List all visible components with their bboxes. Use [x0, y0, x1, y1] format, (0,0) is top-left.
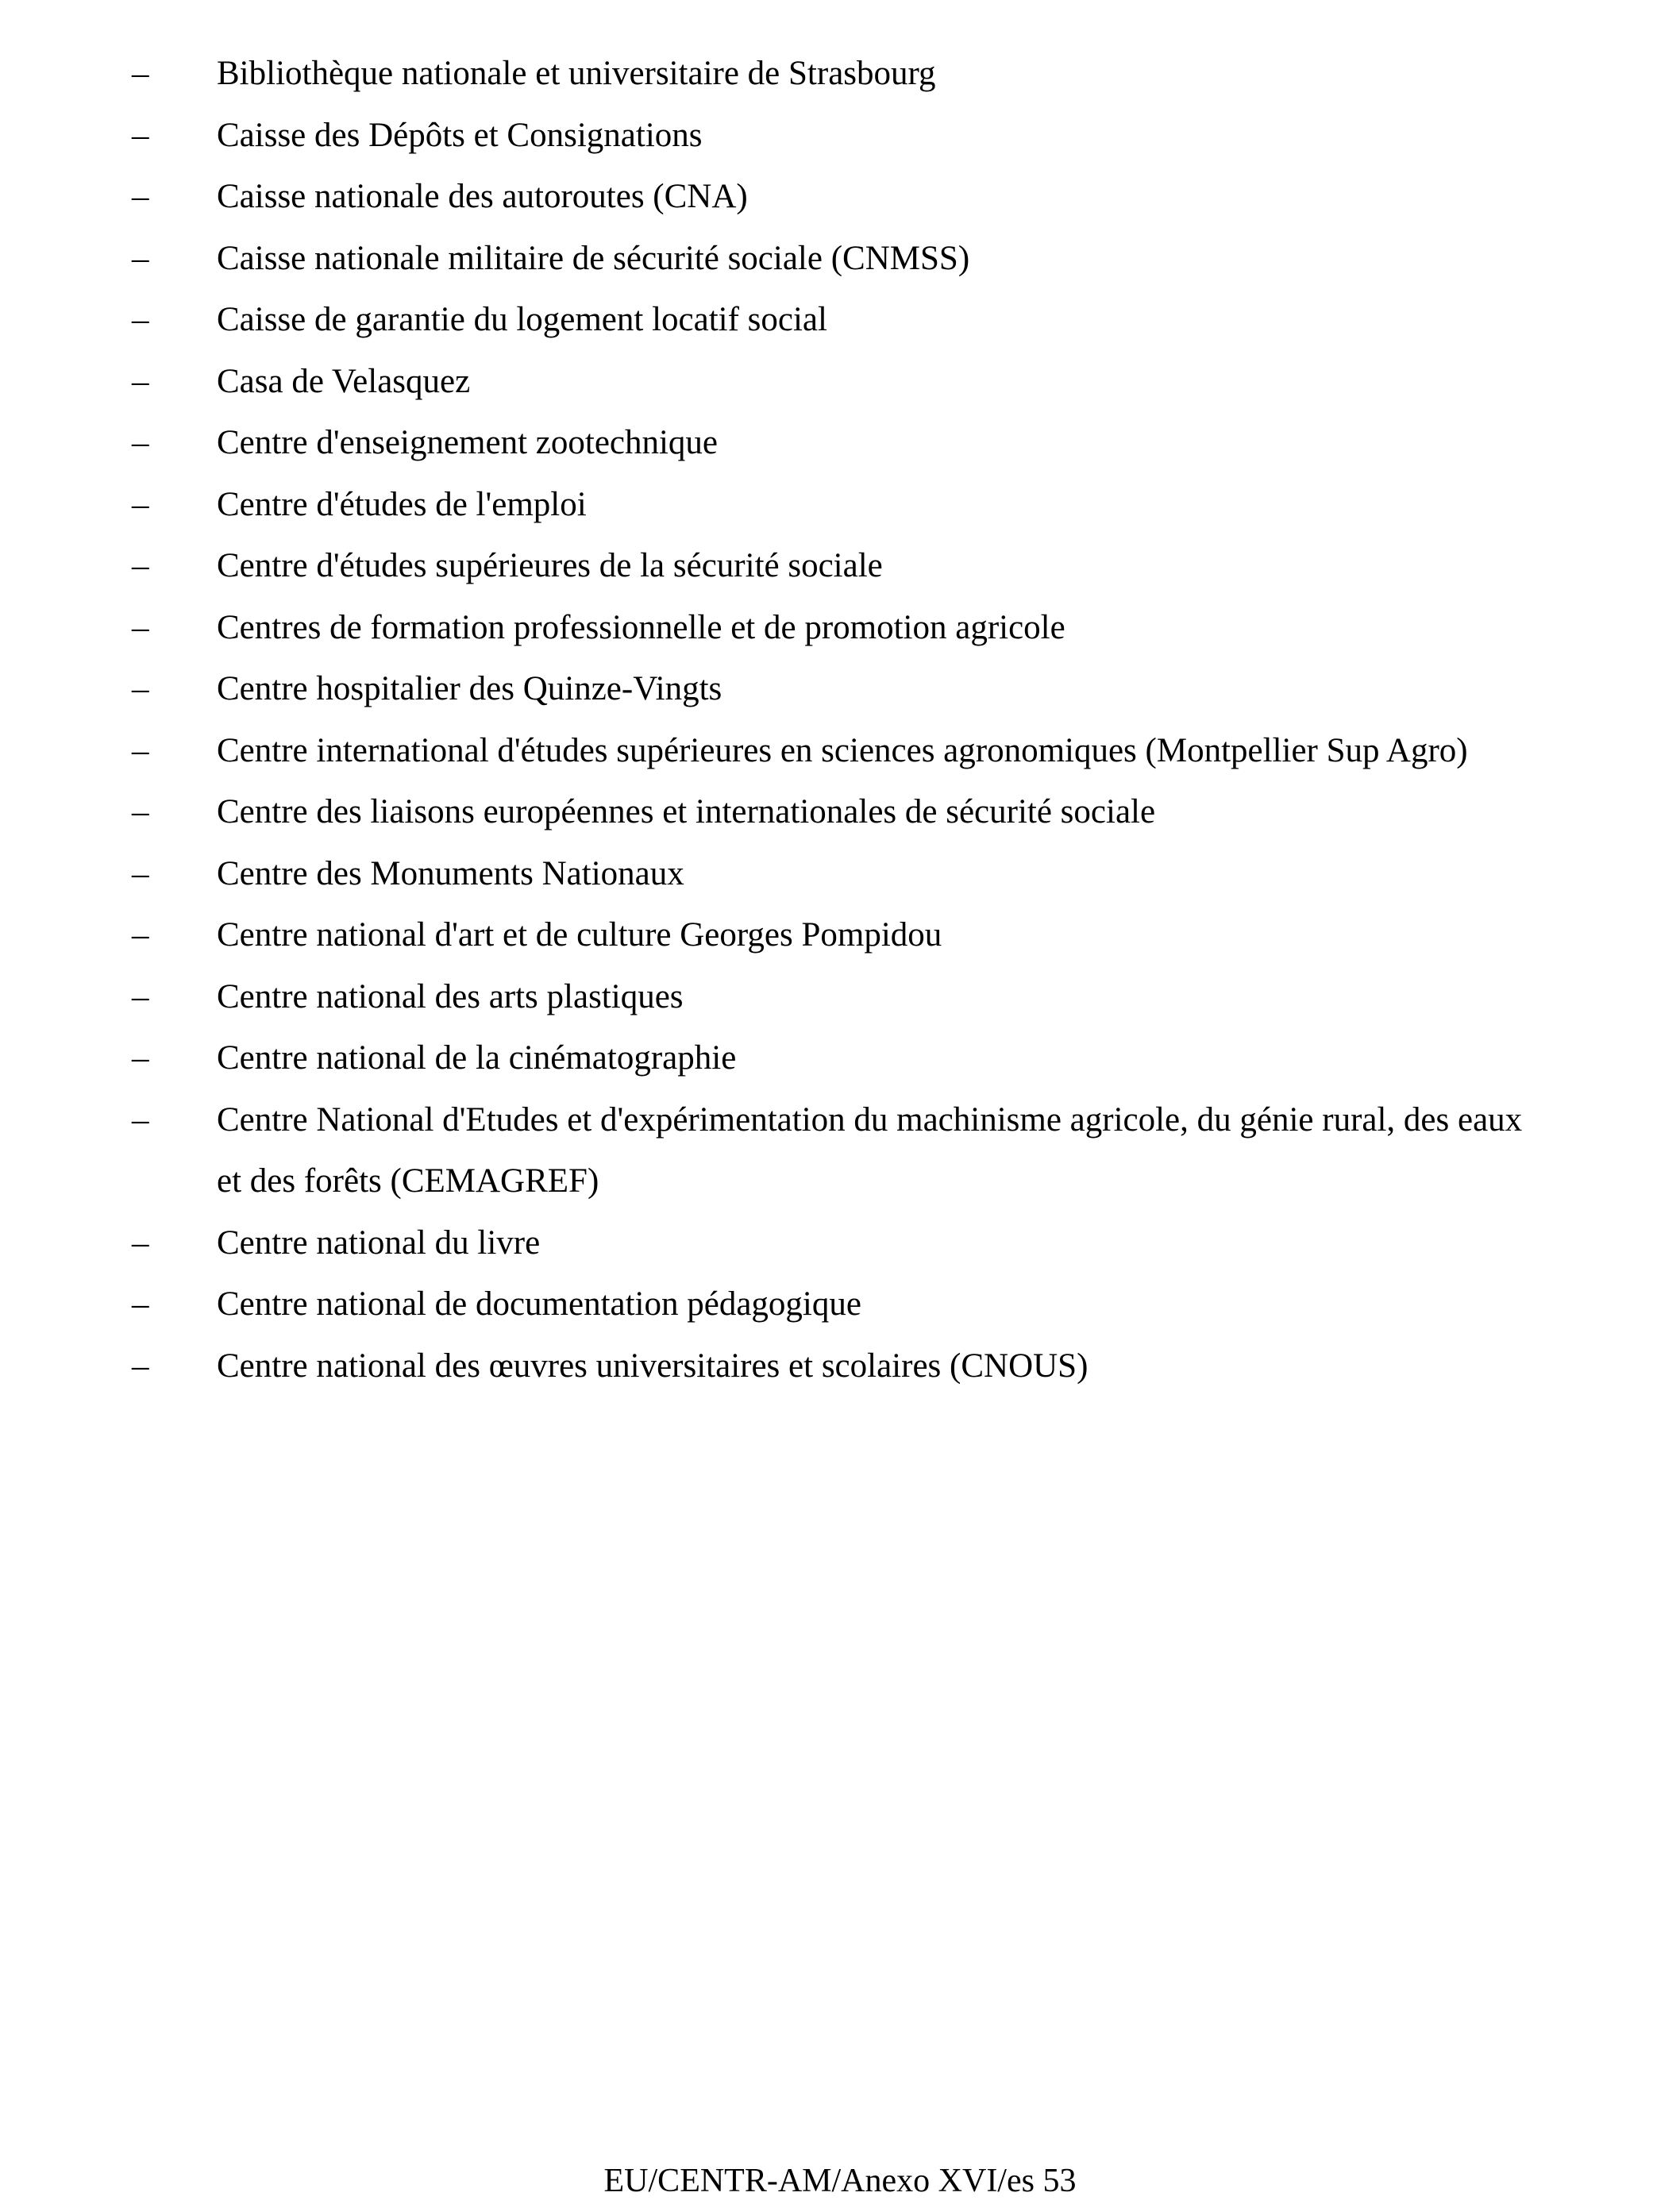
- list-item: [0, 43, 1551, 105]
- bullet-dash: –: [132, 977, 149, 1015]
- bullet-dash: –: [132, 547, 149, 584]
- list-item-text: Centre national d'art et de culture Georges Pompidou: [217, 916, 942, 954]
- list-item: [0, 597, 1551, 659]
- list-item: [0, 966, 1551, 1028]
- list-item-text: Caisse des Dépôts et Consignations: [217, 116, 703, 154]
- list-item: [0, 720, 1551, 782]
- bullet-dash: –: [132, 1223, 149, 1262]
- list-item-text: Centre national du livre: [217, 1223, 541, 1262]
- list-item: [0, 1212, 1551, 1274]
- bullet-dash: –: [132, 608, 149, 646]
- list-item: [0, 289, 1551, 351]
- list-item-text: Centre d'enseignement zootechnique: [217, 424, 719, 461]
- list-item-text: Bibliothèque nationale et universitaire de Strasbourg: [217, 55, 936, 92]
- bullet-dash: –: [132, 485, 149, 523]
- institution-list: [0, 43, 1680, 1397]
- list-item: [0, 474, 1551, 536]
- list-item-text: Caisse nationale des autoroutes (CNA): [217, 178, 748, 215]
- list-item: [0, 228, 1551, 290]
- page-footer-reference: EU/CENTR-AM/Anexo XVI/es 53: [603, 2163, 1077, 2199]
- list-item: [0, 535, 1551, 597]
- list-item: [0, 781, 1551, 843]
- list-item-text: Casa de Velasquez: [217, 362, 471, 400]
- bullet-dash: –: [132, 1347, 149, 1385]
- list-item: [0, 843, 1551, 905]
- list-item: [0, 904, 1551, 966]
- list-item: [0, 351, 1551, 413]
- bullet-dash: –: [132, 1100, 149, 1139]
- list-item: [0, 1273, 1551, 1335]
- list-item: [0, 1089, 1551, 1212]
- bullet-dash: –: [132, 362, 149, 400]
- bullet-dash: –: [132, 670, 149, 707]
- list-item-text: Centre national de documentation pédagogique: [217, 1285, 861, 1323]
- list-item-text: Centre national des arts plastiques: [217, 977, 684, 1015]
- bullet-dash: –: [132, 854, 149, 892]
- list-item-text: Centre national de la cinématographie: [217, 1039, 737, 1077]
- bullet-dash: –: [132, 178, 149, 215]
- bullet-dash: –: [132, 1285, 149, 1323]
- bullet-dash: –: [132, 116, 149, 154]
- list-item-text: Centre National d'Etudes et d'expérimentation du machinisme agricole, du génie rural, des eaux et des forêts (CEMAGREF): [217, 1100, 1523, 1200]
- list-item-text: Centre international d'études supérieures en sciences agronomiques (Montpellier Sup Agro): [217, 731, 1468, 769]
- list-item-text: Centre des liaisons européennes et internationales de sécurité sociale: [217, 793, 1156, 830]
- list-item-text: Centre national des œuvres universitaires et scolaires (CNOUS): [217, 1347, 1089, 1385]
- list-item-text: Caisse nationale militaire de sécurité sociale (CNMSS): [217, 239, 970, 277]
- bullet-dash: –: [132, 1039, 149, 1077]
- list-item: [0, 658, 1551, 720]
- bullet-dash: –: [132, 793, 149, 830]
- bullet-dash: –: [132, 916, 149, 954]
- list-item: [0, 412, 1551, 474]
- bullet-dash: –: [132, 55, 149, 92]
- bullet-dash: –: [132, 731, 149, 769]
- list-item: [0, 166, 1551, 228]
- list-item-text: Caisse de garantie du logement locatif social: [217, 301, 827, 338]
- list-item-text: Centre d'études de l'emploi: [217, 485, 587, 523]
- list-item-text: Centre des Monuments Nationaux: [217, 854, 684, 892]
- bullet-dash: –: [132, 239, 149, 277]
- list-item-text: Centre d'études supérieures de la sécurité sociale: [217, 547, 883, 584]
- list-item: [0, 105, 1551, 167]
- list-item-text: Centres de formation professionnelle et de promotion agricole: [217, 608, 1065, 646]
- list-item: [0, 1335, 1551, 1397]
- list-item: [0, 1027, 1551, 1089]
- bullet-dash: –: [132, 301, 149, 338]
- list-item-text: Centre hospitalier des Quinze-Vingts: [217, 670, 722, 707]
- bullet-dash: –: [132, 424, 149, 461]
